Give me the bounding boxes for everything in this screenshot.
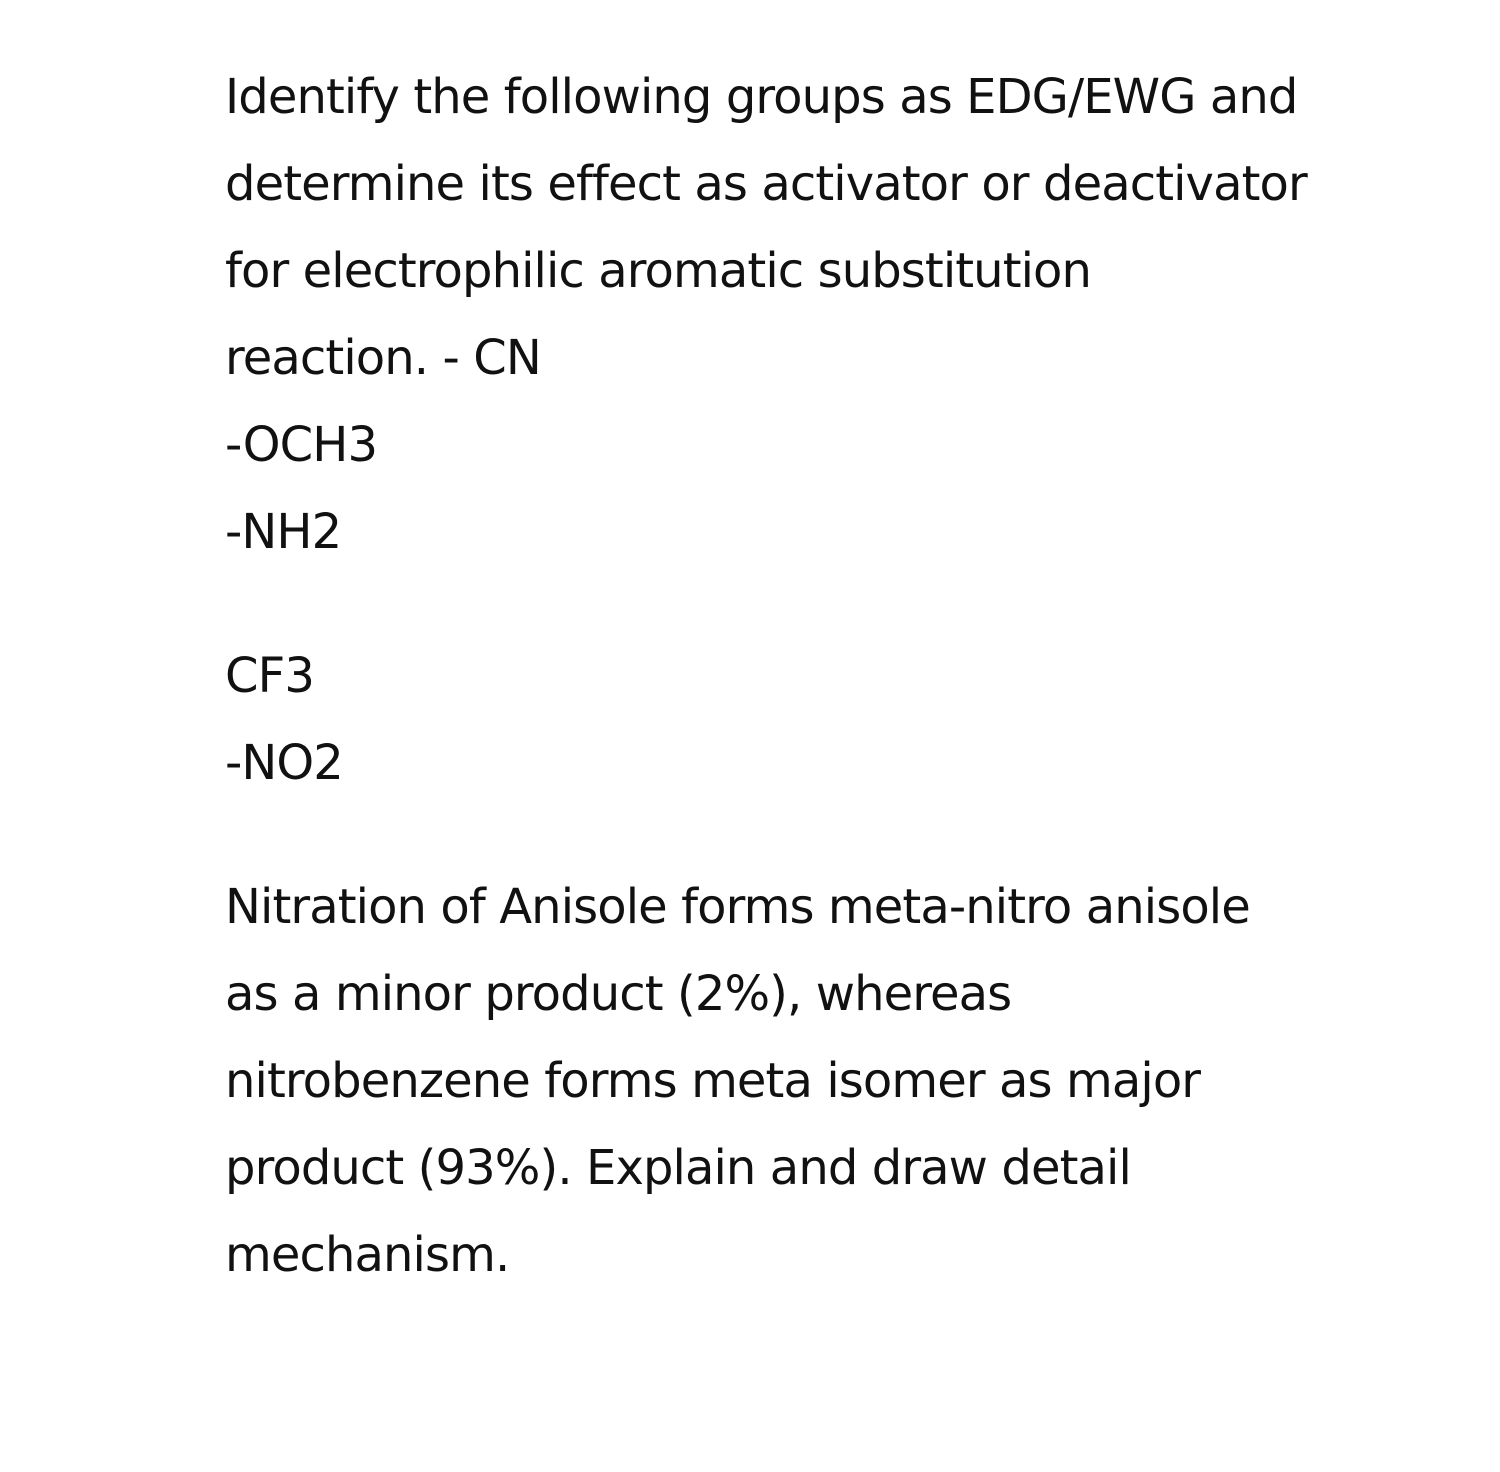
question-line: reaction. - CN — [225, 330, 541, 386]
group-item: CF3 — [225, 648, 314, 704]
question-line: for electrophilic aromatic substitution — [225, 243, 1092, 299]
paragraph-gap — [225, 807, 1465, 864]
question-line: mechanism. — [225, 1227, 510, 1283]
group-item: -NO2 — [225, 735, 343, 791]
question-line: nitrobenzene forms meta isomer as major — [225, 1053, 1201, 1109]
question-line: Nitration of Anisole forms meta-nitro anisole — [225, 879, 1250, 935]
group-item: -NH2 — [225, 504, 342, 560]
question-line: determine its effect as activator or deactivator — [225, 156, 1307, 212]
group-item: -OCH3 — [225, 417, 378, 473]
question-text — [225, 54, 1465, 1299]
question-line: product (93%). Explain and draw detail — [225, 1140, 1131, 1196]
question-line: as a minor product (2%), whereas — [225, 966, 1012, 1022]
question-line: Identify the following groups as EDG/EWG and — [225, 69, 1298, 125]
paragraph-gap — [225, 576, 1465, 633]
